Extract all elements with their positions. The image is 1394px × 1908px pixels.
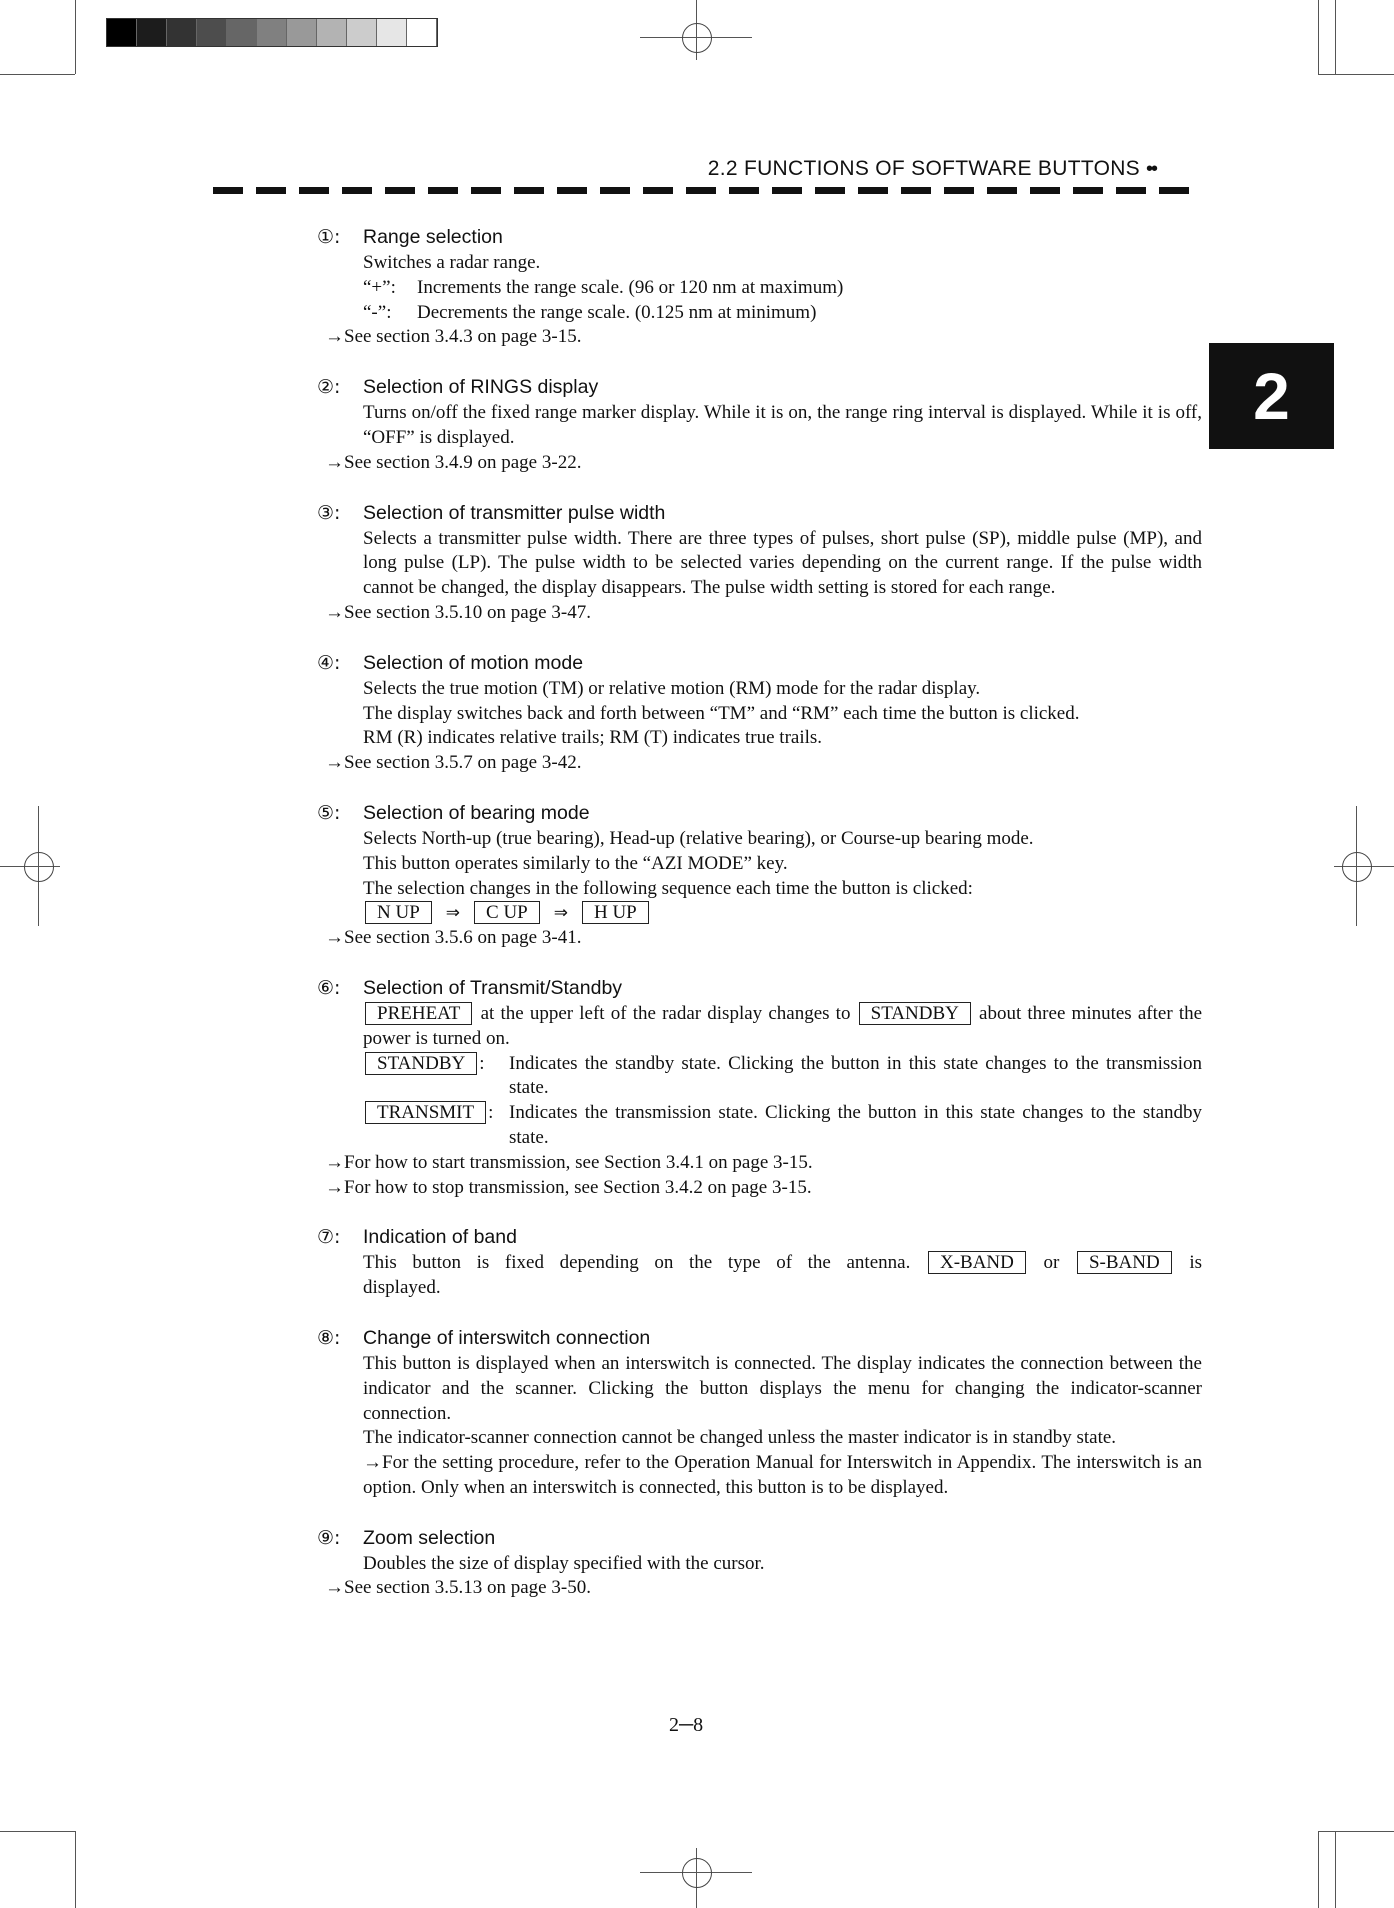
header-dashed-rule (213, 187, 1201, 194)
item-desc: This button is displayed when an interswitch is connected. The display indicates the connection between the indicator and the scanner. Clicking the button displays the menu for changing the indicator-scanner connection. (363, 1352, 1202, 1424)
preheat-paragraph (363, 1002, 1202, 1052)
item-line: Selects the true motion (TM) or relative motion (RM) mode for the radar display. (363, 677, 981, 699)
item-number: ⑤: (317, 801, 341, 824)
item-line: Selects North-up (true bearing), Head-up (relative bearing), or Course-up bearing mode. (363, 827, 1034, 849)
item-number: ⑧: (317, 1326, 341, 1349)
s-band-box: S-BAND (1077, 1251, 1172, 1274)
item-zoom-selection (317, 1525, 1202, 1602)
bearing-sequence (363, 901, 1202, 926)
double-arrow-icon: ⇒ (445, 903, 461, 924)
item-rings-display (317, 374, 1202, 475)
item-reference: →See section 3.4.3 on page 3-15. (325, 326, 582, 348)
item-reference: →See section 3.5.13 on page 3-50. (325, 1577, 591, 1599)
preheat-text: at the upper left of the radar display changes to (480, 1002, 851, 1024)
preheat-box: PREHEAT (365, 1002, 472, 1025)
transmit-label-box: TRANSMIT (365, 1101, 486, 1124)
grayscale-bar (106, 18, 438, 47)
transmit-row (363, 1101, 1202, 1151)
item-reference: →For how to stop transmission, see Section 3.4.2 on page 3-15. (325, 1176, 812, 1198)
item-reference: →See section 3.5.10 on page 3-47. (325, 601, 591, 623)
section-header (708, 157, 1156, 181)
or-text: or (1043, 1252, 1060, 1274)
item-number: ②: (317, 376, 341, 399)
item-interswitch (317, 1325, 1202, 1501)
item-range-selection (317, 224, 1202, 350)
item-desc: Selects a transmitter pulse width. There are three types of pulses, short pulse (SP), middle pulse (MP), and long pulse (LP). The pulse width to be selected varies depending on the current range. If the pulse width cannot be changed, the display disappears. The pulse width setting is stored for each range. (363, 527, 1202, 599)
section-title: 2.2 FUNCTIONS OF SOFTWARE BUTTONS (707, 157, 1140, 180)
colon: : (488, 1102, 494, 1124)
item-title: Selection of RINGS display (363, 376, 599, 399)
item-line: This button operates similarly to the “AZI MODE” key. (363, 852, 788, 874)
page-number: 2─8 (669, 1714, 704, 1736)
band-text: This button is fixed depending on the type of the antenna. (363, 1252, 911, 1274)
item-line: The display switches back and forth between “TM” and “RM” each time the button is clicked. (363, 702, 1080, 724)
item-number: ⑦: (317, 1226, 341, 1249)
item-desc: Turns on/off the fixed range marker display. While it is on, the range ring interval is displayed. While it is off, “OFF” is displayed. (363, 402, 1202, 448)
band-text-2: is displayed. (363, 1252, 1203, 1299)
item-title: Indication of band (363, 1226, 517, 1249)
item-title: Selection of transmitter pulse width (363, 501, 666, 524)
item-desc-2: The indicator-scanner connection cannot be changed unless the master indicator is in standby state. (363, 1427, 1117, 1449)
item-number: ③: (317, 501, 341, 524)
item-title: Zoom selection (363, 1526, 496, 1549)
minus-key: “-”: (363, 301, 392, 323)
c-up-box: C UP (474, 901, 540, 924)
preheat-text-2: about three minutes after the power is turned on. (363, 1002, 1203, 1049)
item-transmit-standby (317, 975, 1202, 1200)
main-content (317, 224, 1202, 1625)
item-desc: Switches a radar range. (363, 252, 541, 273)
item-bearing-mode (317, 800, 1202, 951)
standby-label-box: STANDBY (365, 1052, 477, 1075)
item-band-indication (317, 1224, 1202, 1301)
x-band-box: X-BAND (928, 1251, 1026, 1274)
item-title: Selection of bearing mode (363, 801, 590, 824)
band-paragraph (363, 1251, 1202, 1301)
item-line: RM (R) indicates relative trails; RM (T) indicates true trails. (363, 727, 823, 749)
item-reference: →For the setting procedure, refer to the Operation Manual for Interswitch in Appendix. The interswitch is an option. Only when an interswitch is connected, this button is to be displayed. (363, 1452, 1202, 1498)
item-number: ⑥: (317, 976, 341, 999)
standby-box: STANDBY (859, 1002, 971, 1025)
colon: : (479, 1052, 485, 1074)
item-title: Selection of Transmit/Standby (363, 976, 623, 999)
item-reference: →See section 3.4.9 on page 3-22. (325, 451, 582, 473)
item-title: Selection of motion mode (363, 651, 584, 674)
item-line: The selection changes in the following sequence each time the button is clicked: (363, 877, 973, 899)
item-pulse-width (317, 500, 1202, 626)
item-motion-mode (317, 650, 1202, 776)
item-desc: Doubles the size of display specified with the cursor. (363, 1552, 765, 1574)
header-dots: •• (1145, 158, 1156, 180)
item-title: Range selection (363, 226, 503, 248)
item-number: ⑨: (317, 1526, 341, 1549)
n-up-box: N UP (365, 901, 432, 924)
h-up-box: H UP (582, 901, 649, 924)
item-reference: →For how to start transmission, see Section 3.4.1 on page 3-15. (325, 1151, 813, 1173)
standby-row (363, 1052, 1202, 1102)
transmit-desc: Indicates the transmission state. Clicking the button in this state changes to the standby state. (509, 1102, 1202, 1148)
standby-desc: Indicates the standby state. Clicking the button in this state changes to the transmission state. (509, 1052, 1202, 1099)
plus-text: Increments the range scale. (96 or 120 nm at maximum) (417, 276, 844, 298)
item-reference: →See section 3.5.6 on page 3-41. (325, 927, 582, 949)
minus-text: Decrements the range scale. (0.125 nm at minimum) (417, 301, 817, 323)
item-number: ①: (317, 226, 341, 248)
plus-key: “+”: (363, 276, 396, 298)
item-title: Change of interswitch connection (363, 1326, 651, 1349)
chapter-tab: 2 (1209, 343, 1334, 449)
item-number: ④: (317, 651, 341, 674)
double-arrow-icon: ⇒ (553, 903, 568, 924)
item-reference: →See section 3.5.7 on page 3-42. (325, 752, 582, 774)
